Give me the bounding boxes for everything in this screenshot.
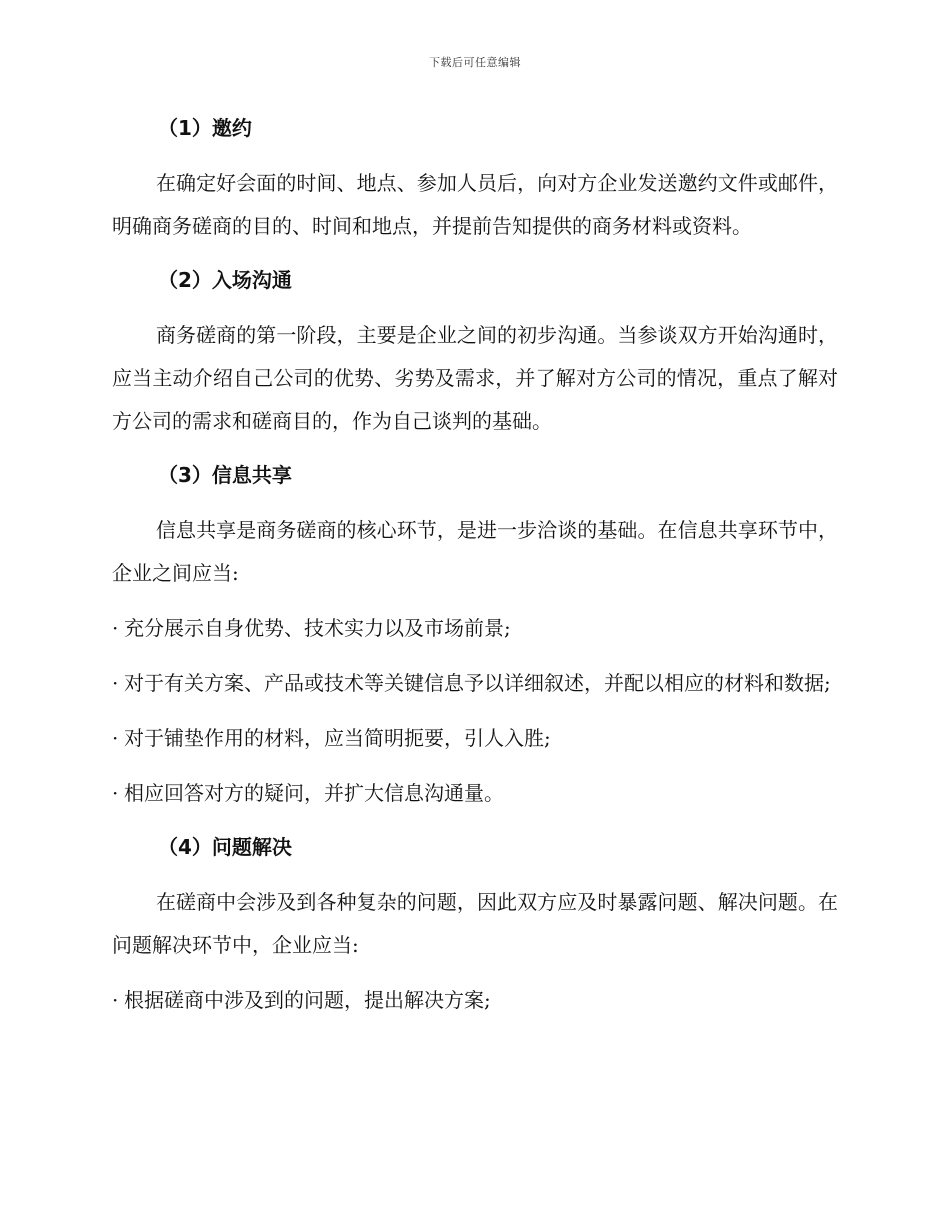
bullet-icon: · <box>112 988 119 1012</box>
bullet-icon: · <box>112 726 119 750</box>
list-item-text: 相应回答对方的疑问，并扩大信息沟通量。 <box>124 781 504 805</box>
list-item <box>112 717 838 760</box>
bullet-icon: · <box>112 671 119 695</box>
bullet-icon: · <box>112 781 119 805</box>
page-header: 下载后可任意编辑 <box>429 56 521 69</box>
section-information-sharing <box>112 455 838 815</box>
list-item <box>112 979 838 1022</box>
section-paragraph: 在确定好会面的时间、地点、参加人员后，向对方企业发送邀约文件或邮件，明确商务磋商的目的、时间和地点，并提前告知提供的商务材料或资料。 <box>112 171 838 238</box>
section-invitation <box>112 108 838 248</box>
list-item <box>112 607 838 650</box>
section-entry-communication <box>112 260 838 443</box>
list-item <box>112 772 838 815</box>
section-problem-solving <box>112 827 838 1022</box>
section-heading: （4）问题解决 <box>158 835 292 859</box>
section-heading: （1）邀约 <box>158 116 252 140</box>
document-body <box>112 108 838 1034</box>
section-heading: （2）入场沟通 <box>158 268 292 292</box>
section-paragraph: 在磋商中会涉及到各种复杂的问题，因此双方应及时暴露问题、解决问题。在问题解决环节中，企业应当: <box>112 890 838 957</box>
list-item-text: 充分展示自身优势、技术实力以及市场前景; <box>124 616 511 640</box>
section-paragraph: 商务磋商的第一阶段，主要是企业之间的初步沟通。当参谈双方开始沟通时，应当主动介绍自己公司的优势、劣势及需求，并了解对方公司的情况，重点了解对方公司的需求和磋商目的，作为自己谈判的基础。 <box>112 323 838 433</box>
bullet-icon: · <box>112 616 119 640</box>
list-item-text: 对于铺垫作用的材料，应当简明扼要，引人入胜; <box>124 726 551 750</box>
list-item <box>112 662 838 705</box>
section-paragraph: 信息共享是商务磋商的核心环节，是进一步洽谈的基础。在信息共享环节中，企业之间应当: <box>112 518 838 585</box>
list-item-text: 对于有关方案、产品或技术等关键信息予以详细叙述，并配以相应的材料和数据; <box>124 671 831 695</box>
section-heading: （3）信息共享 <box>158 463 292 487</box>
list-item-text: 根据磋商中涉及到的问题，提出解决方案; <box>124 988 491 1012</box>
